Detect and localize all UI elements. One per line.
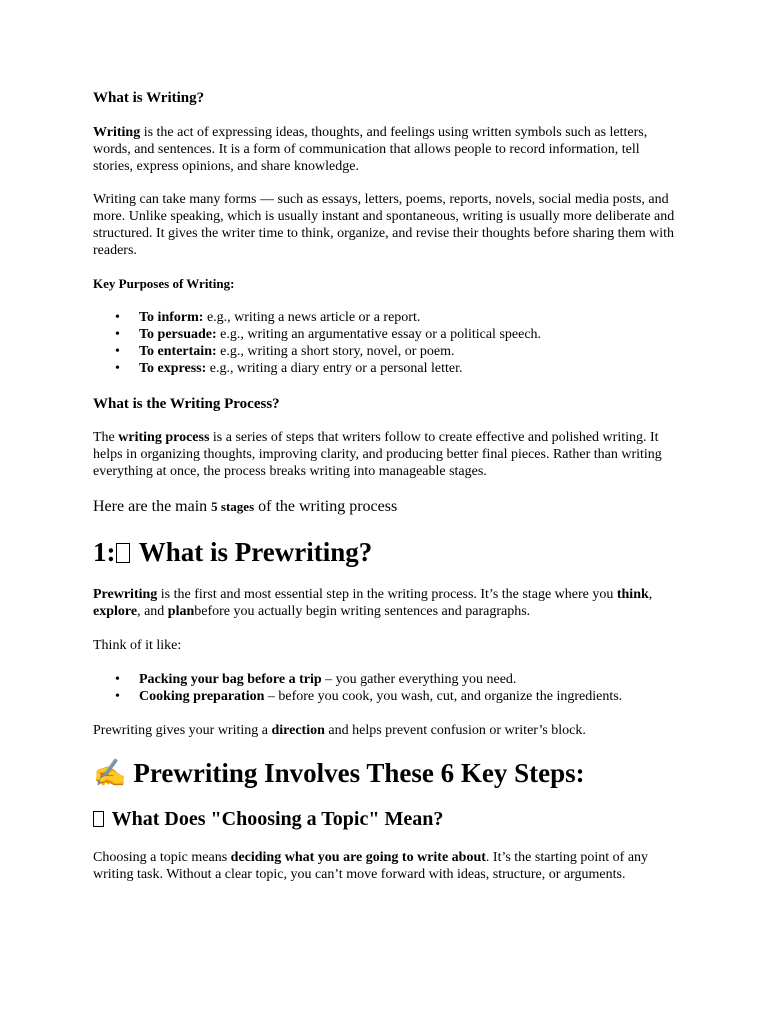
heading-writing-process: What is the Writing Process? (93, 396, 280, 412)
bold-term: 5 stages (211, 499, 255, 514)
bullet-icon: • (115, 689, 120, 704)
paragraph-writing-process: The writing process is a series of steps that writers follow to create effective and polished writing. It helps in organizing thoughts, improving clarity, and producing better final pieces. Rather than writing everything at once, the process breaks writing into manageable stages. (93, 430, 662, 479)
bold-term: Writing (93, 125, 141, 140)
bullet-icon: • (115, 344, 120, 359)
heading-choosing-topic: What Does "Choosing a Topic" Mean? (93, 807, 683, 831)
bullet-icon: • (115, 672, 120, 687)
heading-what-is-prewriting: 1: What is Prewriting? (93, 537, 373, 567)
paragraph-choosing-topic: Choosing a topic means deciding what you are going to write about. It’s the starting point of any writing task. Without a clear topic, you can’t move forward with ideas, structure, or arguments. (93, 850, 649, 882)
paragraph-prewriting-definition: Prewriting is the first and most essential step in the writing process. It’s the stage where you think, explore, and planbefore you actually begin writing sentences and paragraphs. (93, 587, 653, 619)
purposes-list (93, 309, 683, 377)
list-item: • To persuade: e.g., writing an argumentative essay or a political speech. (115, 327, 542, 342)
bullet-icon: • (115, 327, 120, 342)
bold-term: direction (271, 723, 325, 738)
bullet-icon: • (115, 361, 120, 376)
paragraph-think-like: Think of it like: (93, 638, 182, 653)
list-item: • To express: e.g., writing a diary entry or a personal letter. (115, 361, 463, 376)
paragraph-stages-intro: Here are the main 5 stages of the writing process (93, 498, 398, 515)
analogies-list (93, 671, 683, 705)
paragraph-writing-forms: Writing can take many forms — such as essays, letters, poems, reports, novels, social media posts, and more. Unlike speaking, which is usually instant and spontaneous, writing is usually more deliberate and structured. It gives the writer time to think, organize, and revise their thoughts before sharing them with readers. (93, 192, 675, 258)
list-item: • To entertain: e.g., writing a short story, novel, or poem. (115, 344, 455, 359)
list-item: • Packing your bag before a trip – you gather everything you need. (115, 672, 517, 687)
list-item: • To inform: e.g., writing a news article or a report. (115, 310, 421, 325)
bold-term: writing process (118, 430, 210, 445)
paragraph-writing-definition: Writing is the act of expressing ideas, thoughts, and feelings using written symbols such as letters, words, and sentences. It is a form of communication that allows people to record information, tell stories, express opinions, and share knowledge. (93, 125, 648, 174)
heading-what-is-writing: What is Writing? (93, 90, 205, 106)
list-item: • Cooking preparation – before you cook, you wash, cut, and organize the ingredients. (115, 689, 623, 704)
missing-glyph-box-icon (93, 811, 104, 827)
bullet-icon: • (115, 310, 120, 325)
heading-key-purposes: Key Purposes of Writing: (93, 276, 235, 291)
bold-term: deciding what you are going to write about (230, 850, 486, 865)
paragraph-prewriting-direction: Prewriting gives your writing a direction and helps prevent confusion or writer’s block. (93, 723, 586, 738)
writing-hand-icon: ✍ (93, 758, 127, 788)
heading-six-key-steps: ✍ Prewriting Involves These 6 Key Steps: (93, 758, 585, 788)
missing-glyph-box-icon (116, 543, 130, 563)
